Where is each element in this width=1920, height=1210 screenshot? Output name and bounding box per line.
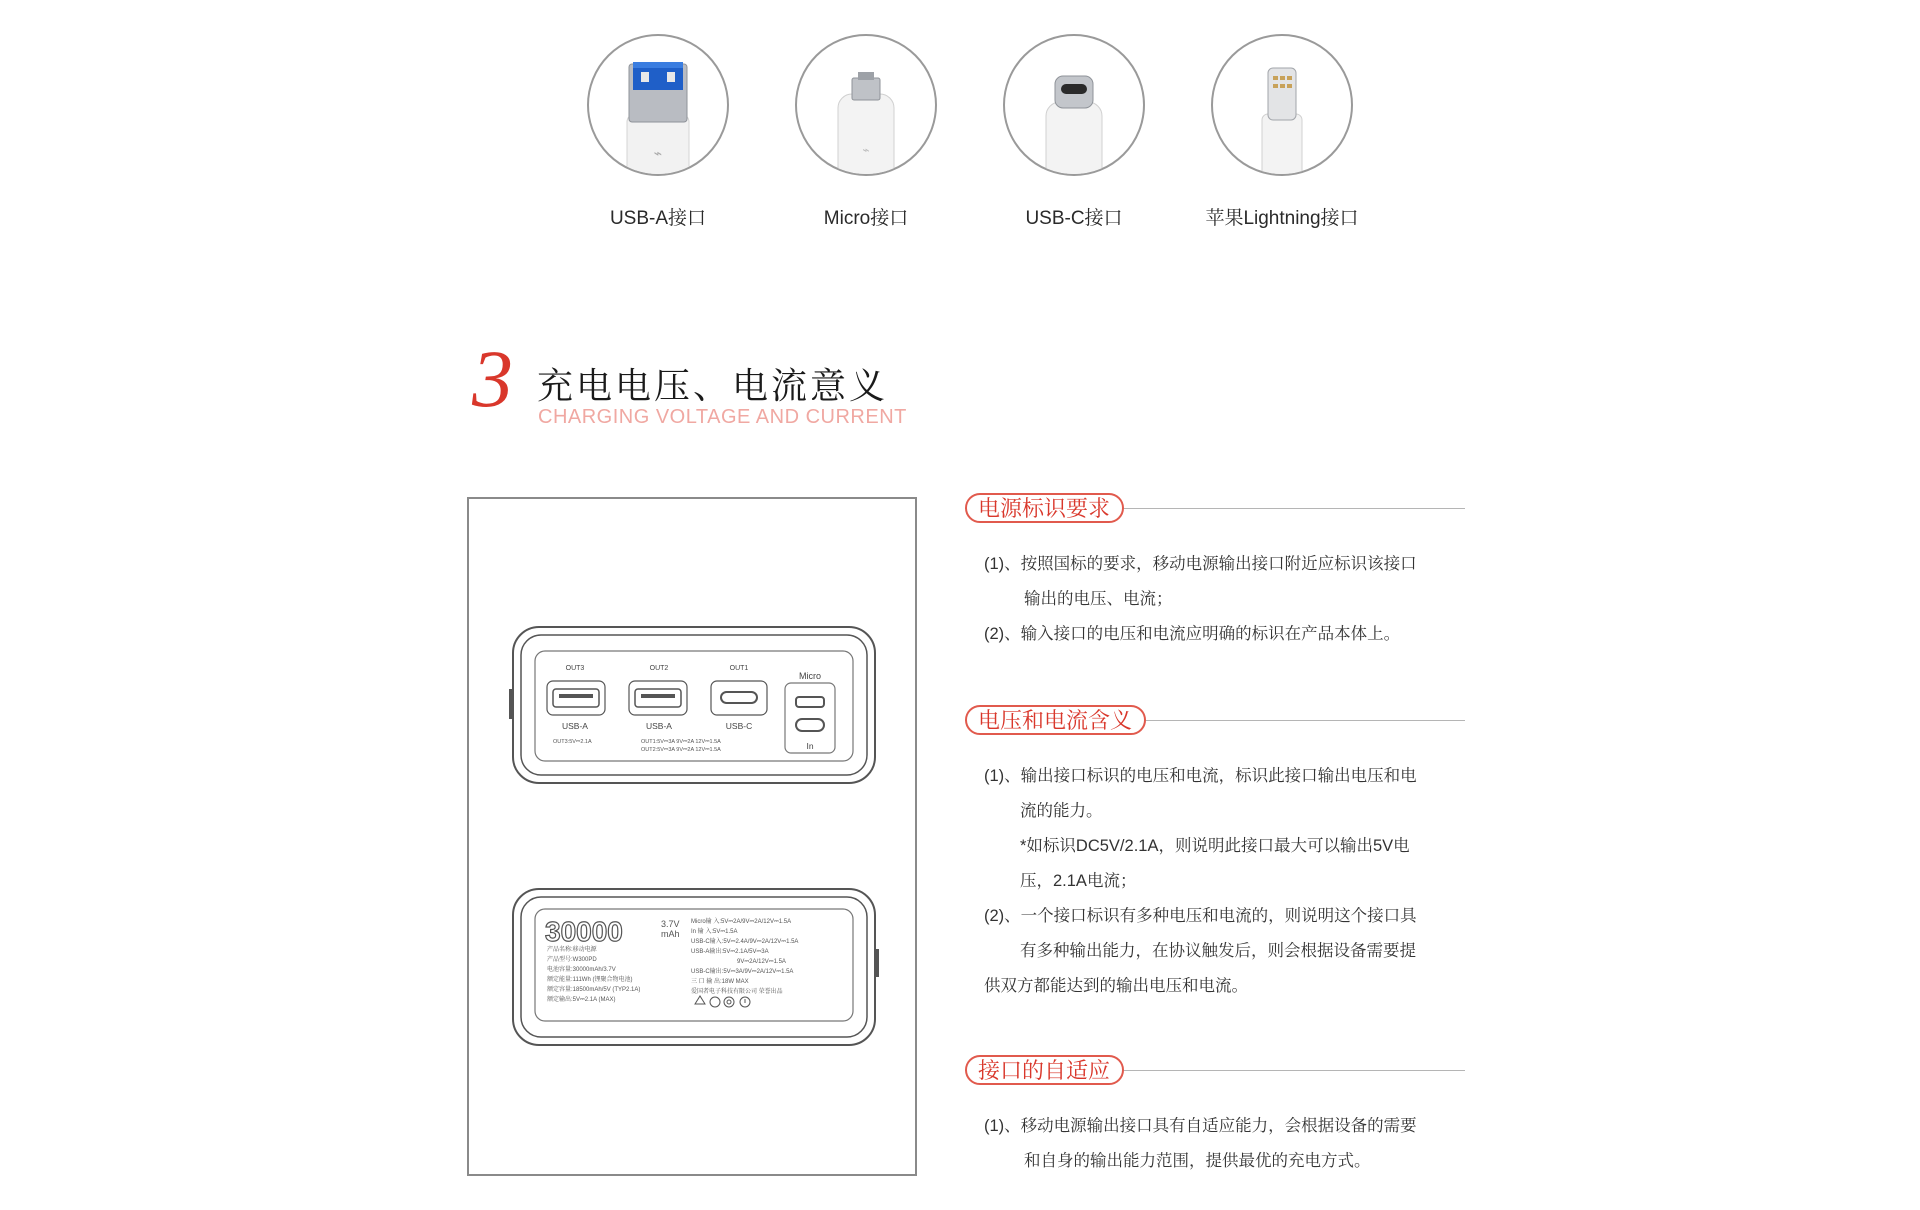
svg-text:⌁: ⌁ (862, 143, 870, 157)
label-right-line: USB-C输出:5V⎓3A/9V⎓2A/12V⎓1.5A (691, 969, 794, 975)
label-right-line: 爱国者电子科技有限公司 荣誉出品 (691, 989, 783, 995)
label-right-line: 9V⎓2A/12V⎓1.5A (737, 959, 786, 965)
power-bank-illustration (467, 497, 917, 1176)
label-left-line: 电池容量:30000mAh/3.7V (547, 967, 616, 973)
section-heading (472, 333, 972, 430)
label-right-line: USB-C输入:5V⎓2.4A/9V⎓2A/12V⎓1.5A (691, 939, 799, 945)
label-left-line: 产品名称:移动电源 (547, 947, 597, 953)
certification-icons (695, 996, 750, 1007)
label-left-line: 额定容量:18500mAh/5V (TYP2.1A) (547, 987, 641, 993)
block-title-pill: 接口的自适应 (965, 1055, 1124, 1085)
block-paragraph: (1)、按照国标的要求，移动电源输出接口附近应标识该接口 (984, 555, 1417, 573)
block-title-pill: 电源标识要求 (965, 493, 1124, 523)
connector-row (0, 34, 1920, 234)
connector-lightning (1152, 34, 1412, 230)
svg-text:⌁: ⌁ (653, 145, 663, 161)
block-voltage-current-meaning (965, 705, 1465, 1004)
spec-out1: OUT1:5V⎓3A 9V⎓2A 12V⎓1.5A (641, 739, 721, 745)
port-name: USB-C (725, 721, 753, 731)
block-paragraph: 和自身的输出能力范围，提供最优的充电方式。 (1024, 1152, 1371, 1170)
label-left-line: 产品型号:W300PD (547, 957, 597, 963)
block-interface-adaptive (965, 1055, 1465, 1179)
block-paragraph: 压，2.1A电流； (1020, 872, 1137, 890)
block-paragraph: (2)、输入接口的电压和电流应明确的标识在产品本体上。 (984, 625, 1401, 643)
section-subtitle: CHARGING VOLTAGE AND CURRENT (538, 406, 907, 428)
block-paragraph: (1)、输出接口标识的电压和电流，标识此接口输出电压和电 (984, 767, 1417, 785)
port-name: USB-A (646, 721, 672, 731)
device-label-view (513, 889, 879, 1045)
label-right-line: USB-A输出:5V⎓2.1A/5V⎓3A (691, 949, 769, 955)
label-unit: mAh (661, 929, 680, 939)
block-title-pill: 电压和电流含义 (965, 705, 1146, 735)
label-right-line: Micro输 入:5V⎓2A/9V⎓2A/12V⎓1.5A (691, 919, 792, 925)
block-paragraph: 输出的电压、电流； (1024, 590, 1173, 608)
spec-out2: OUT2:5V⎓3A 9V⎓2A 12V⎓1.5A (641, 747, 721, 753)
port-label-out3: OUT3 (565, 665, 585, 672)
label-left-line: 额定能量:111Wh (锂聚合物电池) (547, 977, 633, 983)
label-right-line: In 输 入:5V⎓1.5A (691, 929, 738, 935)
connector-label: USB-A接口 (609, 208, 707, 229)
block-paragraph: 流的能力。 (1020, 802, 1103, 820)
device-ports-view (509, 627, 875, 783)
block-power-marking (965, 493, 1465, 652)
port-name: In (806, 741, 814, 751)
block-paragraph: (1)、移动电源输出接口具有自适应能力，会根据设备的需要 (984, 1117, 1417, 1135)
label-right-line: 三 口 输 出:18W MAX (691, 979, 749, 985)
usb-a-connector-icon (587, 34, 729, 176)
port-label-out2: OUT2 (649, 665, 669, 672)
block-paragraph: 供双方都能达到的输出电压和电流。 (984, 977, 1248, 995)
block-paragraph: (2)、一个接口标识有多种电压和电流的，则说明这个接口具 (984, 907, 1417, 925)
lightning-connector-icon (1211, 34, 1353, 176)
port-label-micro: Micro (799, 671, 821, 681)
port-name: USB-A (562, 721, 588, 731)
label-voltage: 3.7V (661, 919, 680, 929)
connector-label: 苹果Lightning接口 (1205, 208, 1359, 229)
block-paragraph: 有多种输出能力，在协议触发后，则会根据设备需要提 (1020, 942, 1416, 960)
label-capacity: 30000 (545, 916, 623, 947)
micro-usb-connector-icon (795, 34, 937, 176)
label-left-line: 额定输出:5V⎓2.1A (MAX) (547, 997, 616, 1003)
usb-c-connector-icon (1003, 34, 1145, 176)
spec-out3: OUT3:5V⎓2.1A (553, 739, 592, 745)
connector-label: USB-C接口 (1025, 208, 1123, 229)
block-paragraph: *如标识DC5V/2.1A，则说明此接口最大可以输出5V电 (1020, 837, 1410, 855)
section-title: 充电电压、电流意义 (537, 365, 889, 406)
connector-label: Micro接口 (823, 208, 909, 229)
section-number: 3 (472, 333, 513, 424)
port-label-out1: OUT1 (729, 665, 749, 672)
